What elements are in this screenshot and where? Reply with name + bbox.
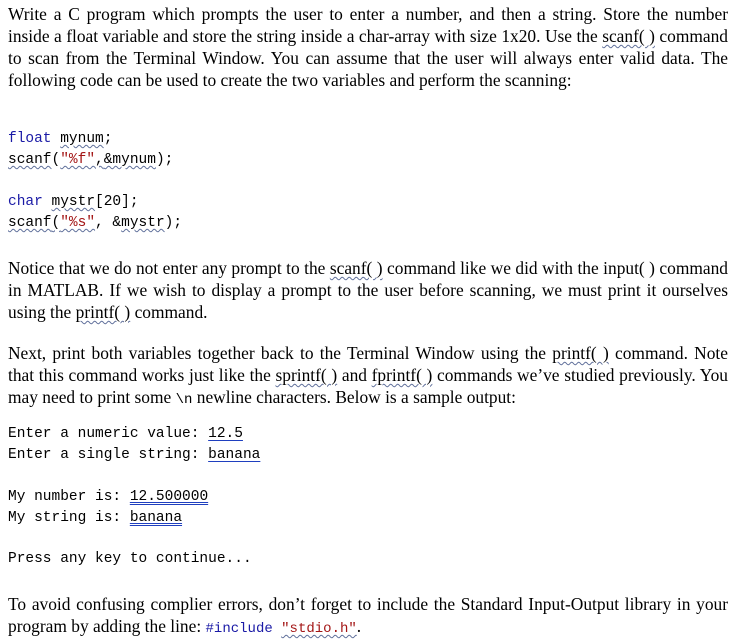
output-prompt-string: Enter a single string: <box>8 447 209 463</box>
format-string-f: "%f" <box>60 152 96 168</box>
mystr-arg: mystr <box>121 215 165 231</box>
code-block-char <box>8 192 182 234</box>
sample-output-input <box>8 424 260 466</box>
comma: , <box>95 152 104 168</box>
para3-text-3: and <box>337 365 372 385</box>
para3-sprintf-ref: sprintf( ) <box>275 365 338 385</box>
include-space <box>273 621 281 637</box>
para3-text-5: newline characters. Below is a sample output: <box>192 387 516 407</box>
intro-paragraph <box>8 3 728 91</box>
char-keyword: char <box>8 194 43 210</box>
print-instructions-paragraph <box>8 342 728 411</box>
paren-close-2: ); <box>164 215 183 231</box>
closing-text-1: To avoid confusing complier errors, don’t forget to include the Standard Input-Output library in your program by adding the line: <box>8 594 728 636</box>
output-input-string: banana <box>208 447 261 463</box>
array-size: [20]; <box>95 194 139 210</box>
closing-paragraph <box>8 593 728 640</box>
output-label-number: My number is: <box>8 489 130 505</box>
scanf-fn-2: scanf <box>8 215 52 231</box>
para2-scanf-ref: scanf( ) <box>329 258 383 278</box>
paren-open: ( <box>51 152 61 168</box>
output-label-string: My string is: <box>8 510 130 526</box>
paren-close: ); <box>155 152 174 168</box>
scanf-note-paragraph <box>8 257 728 323</box>
stdio-header: "stdio.h" <box>281 621 357 637</box>
para3-text-2: command. Note that this command works just like the <box>8 343 728 385</box>
output-prompt-numeric: Enter a numeric value: <box>8 426 209 442</box>
sample-output-continue <box>8 549 252 570</box>
press-any-key-text: Press any key to continue... <box>8 551 252 567</box>
para2-text-1: Notice that we do not enter any prompt to the <box>8 258 330 278</box>
para2-text-2: command like we did with the input( ) command in MATLAB. If we wish to display a prompt to the user before scanning, we must print it ourselves using the <box>8 258 728 322</box>
include-directive: #include <box>205 621 273 637</box>
scanf-fn: scanf <box>8 152 52 168</box>
mynum-var: mynum <box>60 131 104 147</box>
comma-amp: , & <box>95 215 122 231</box>
intro-scanf-ref: scanf( ) <box>602 26 655 46</box>
format-string-s: "%s" <box>60 215 96 231</box>
para3-fprintf-ref: fprintf( ) <box>371 365 433 385</box>
code-semicolon: ; <box>103 131 113 147</box>
newline-escape: \n <box>175 392 193 408</box>
paren-open-2: ( <box>51 215 61 231</box>
output-input-numeric: 12.5 <box>208 426 243 442</box>
mystr-var: mystr <box>51 194 96 210</box>
output-value-number: 12.500000 <box>129 489 209 505</box>
mynum-arg: &mynum <box>103 152 156 168</box>
float-keyword: float <box>8 131 52 147</box>
code-block-float <box>8 129 173 171</box>
output-value-string: banana <box>129 510 183 526</box>
para2-printf-ref: printf( ) <box>75 302 131 322</box>
para3-printf-ref: printf( ) <box>552 343 609 363</box>
intro-text-2: command to scan from the Terminal Window. You can assume that the user will always enter valid data. The following code can be used to create the two variables and perform the scanning: <box>8 26 728 90</box>
closing-period: . <box>356 616 362 636</box>
para3-text-1: Next, print both variables together back to the Terminal Window using the <box>8 343 553 363</box>
para2-text-3: command. <box>130 302 208 322</box>
intro-text-1: Write a C program which prompts the user to enter a number, and then a string. Store the number inside a float variable and store the string inside a char-array with size 1x20. Use the <box>8 4 728 46</box>
sample-output-result <box>8 487 208 529</box>
para3-text-4: commands we’ve studied previously. You may need to print some <box>8 365 728 407</box>
